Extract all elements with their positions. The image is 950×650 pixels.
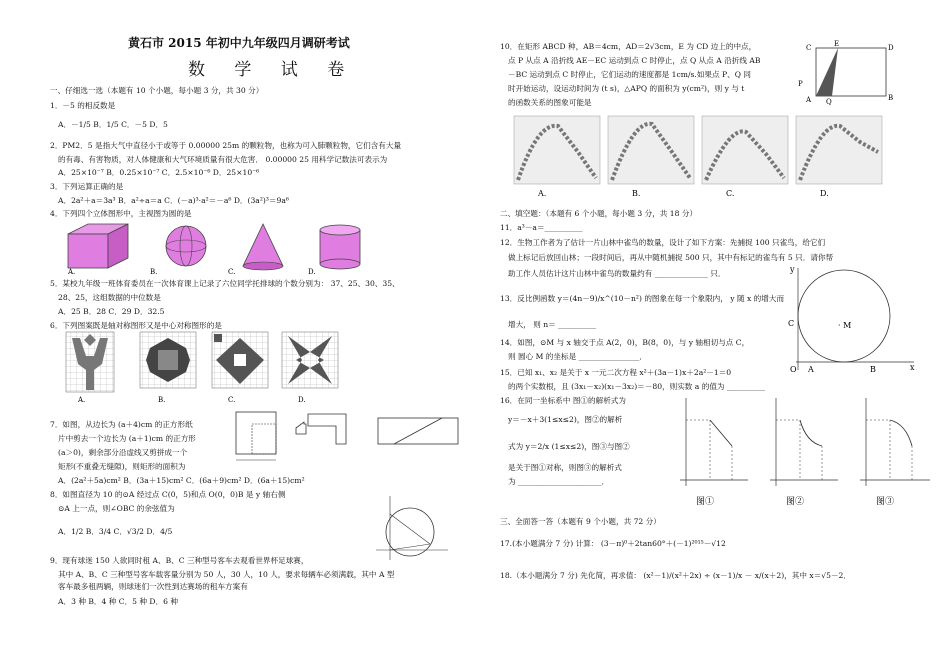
q10-stem-3: －BC 运动到点 C 时停止，它们运动的速度都是 1cm/s.如果点 P、Q 同	[508, 70, 751, 79]
q10-fig-b: B	[888, 94, 894, 102]
q2-options: A．25×10⁻⁷ B．0.25×10⁻⁷ C．2.5×10⁻⁶ D．25×10⁻⁶	[58, 168, 260, 177]
q2-stem-2: 的有毒、有害物质，对人体健康和大气环境质量有很大危害． 0.00000 25 用科学记数法可表示为	[58, 155, 388, 164]
q10-stem-4: 时开始运动，设运动时间为 (t s)，△APQ 的面积为 y(cm²)，则 y 与 t	[508, 84, 745, 93]
q16-stem-3: 式为 y＝2/x (1≤x≤2)，图③与图②	[508, 442, 630, 451]
q10-answer-graphs	[508, 112, 888, 202]
q10-stem-5: 的函数关系的图象可能是	[508, 98, 592, 107]
q11-stem: 11．a³－a＝__________	[500, 223, 583, 232]
q14-fig-m: · M	[838, 321, 852, 330]
q13-stem-1: 13．反比例函数 y＝(4n－9)/x^(10－n²) 的图象在每一个象限内， y 随 x 的增大而	[500, 294, 785, 303]
q6-label-c: C.	[228, 396, 236, 404]
pattern-a	[66, 332, 114, 392]
q8-stem-1: 8．如图直径为 10 的⊙A 经过点 C(0，5)和点 O(0，0)B 是 y 轴右侧	[50, 490, 286, 499]
q7-stem-2: 片中剪去一个边长为 (a＋1)cm 的正方形	[58, 434, 196, 443]
cone-shape	[243, 224, 283, 270]
q10-label-c: C.	[726, 189, 735, 198]
q4-stem: 4．下列四个立体图形中，主视图为圆的是	[50, 209, 192, 218]
q14-circle-figure	[788, 262, 918, 374]
q10-stem-1: 10．在矩形 ABCD 种，AB＝4cm，AD＝2√3cm，E 为 CD 边上的中点，	[500, 42, 757, 51]
q9-options: A．3 种 B．4 种 C．5 种 D．6 种	[58, 597, 178, 606]
q9-stem-1: 9．现有球迷 150 人欲同时租 A、B、C 三种型号客车去观看世界杯足球赛，	[50, 556, 309, 565]
q16-label-3: 图③	[876, 497, 895, 507]
q16-label-2: 图②	[786, 497, 805, 507]
q4-label-c: C.	[228, 268, 236, 276]
q10-fig-e: E	[834, 40, 840, 48]
q7-stem-4: 矩形(不重叠无缝隙)，则矩形的面积为	[58, 462, 186, 471]
q14-fig-a: A	[808, 365, 814, 374]
exam-title: 黄石市 2015 年初中九年级四月调研考试	[128, 36, 350, 50]
q10-label-b: B.	[632, 189, 641, 198]
section-3-heading: 三、全面答一答（本题有 9 个小题，共 72 分）	[500, 517, 661, 526]
pattern-b	[140, 332, 196, 388]
q6-label-b: B.	[158, 396, 166, 404]
q7-stem-3: (a＞0)，剩余部分沿虚线又剪拼成一个	[58, 448, 188, 457]
q9-stem-3: 客车最多租两辆，则球迷们一次性到达赛场的租车方案有	[58, 582, 248, 591]
q5-stem-2: 28、25，这组数据的中位数是	[58, 293, 161, 302]
q2-stem-1: 2．PM2．5 是指大气中直径小于或等于 0.00000 25m 的颗粒物，也称为可入肺颗粒物，它们含有大量	[50, 141, 402, 150]
q10-graph-c	[702, 116, 788, 184]
q6-label-d: D.	[298, 396, 306, 404]
q14-fig-y: y	[790, 265, 795, 274]
q9-stem-2: 其中 A、B、C 三种型号客车载客量分别为 50 人，30 人，10 人，要求每辆车必须满载，其中 A 型	[58, 570, 395, 579]
q12-stem-2: 做上标记后放回山林；一段时间后，再从中随机捕捉 500 只，其中有标记的雀鸟有 5 只．请你帮	[508, 253, 834, 262]
cube-shape	[68, 224, 128, 268]
q8-stem-2: ⊙A 上一点，则∠OBC 的余弦值为	[58, 504, 175, 513]
q10-label-d: D.	[820, 189, 829, 198]
q12-stem-1: 12．生物工作者为了估计一片山林中雀鸟的数量，设计了如下方案：先捕捉 100 只雀鸟，给它们	[500, 238, 826, 247]
q10-label-a: A.	[538, 189, 547, 198]
q14-stem-1: 14．如图，⊙M 与 x 轴交于点 A(2，0)，B(8，0)，与 y 轴相切与点 C，	[500, 338, 750, 347]
q5-stem-1: 5．某校九年级一班体育委员在一次体育课上记录了六位同学托排球的个数分别为： 37、25、30、35、	[50, 279, 400, 288]
q7-stem-1: 7．如图，从边长为 (a＋4)cm 的正方形纸	[50, 420, 193, 429]
right-column	[490, 0, 950, 650]
q12-stem-3: 助工作人员估计这片山林中雀鸟的数量约有 ______________ 只．	[508, 269, 726, 278]
q18-stem: 18.（本小题满分 7 分) 先化简，再求值： (x²－1)/(x²＋2x) ÷ (x－1)/x － x/(x＋2)，其中 x＝√5－2．	[500, 571, 851, 580]
q6-patterns-figure	[58, 330, 358, 404]
q14-fig-b: B	[870, 365, 876, 374]
q10-stem-2: 点 P 从点 A 沿折线 AE－EC 运动到点 C 时停止，点 Q 从点 A 沿折线 AB	[508, 56, 761, 65]
q6-stem: 6．下列图案既是轴对称图形又是中心对称图形的是	[50, 321, 222, 330]
q15-stem-1: 15．已知 x₁、x₂ 是关于 x 一元二次方程 x²＋(3a－1)x＋2a²－1＝0	[500, 368, 732, 377]
exam-subtitle: 数 学 试 卷	[188, 60, 357, 80]
q16-graph-2	[770, 398, 838, 486]
q8-options: A．1/2 B．3/4 C．√3/2 D．4/5	[58, 527, 173, 536]
q4-solids-figure	[58, 222, 478, 277]
q13-stem-2: 增大， 则 n＝ __________	[508, 320, 597, 329]
q3-stem: 3．下列运算正确的是	[50, 182, 124, 191]
q10-fig-c: C	[806, 44, 812, 52]
pattern-d	[282, 332, 338, 388]
q5-options: A．25 B．28 C．29 D．32.5	[58, 307, 165, 316]
q14-stem-2: 则 圆心 M 的坐标是 ________________．	[508, 352, 647, 361]
q4-label-a: A.	[68, 268, 76, 276]
q10-graph-d	[796, 116, 882, 184]
q16-graphs	[666, 392, 940, 512]
sphere-shape	[166, 226, 206, 266]
pattern-c	[212, 332, 268, 388]
q4-label-d: D.	[308, 268, 316, 276]
q8-circle-figure	[370, 494, 450, 562]
q10-fig-a: A	[806, 96, 812, 104]
q1-stem: 1．－5 的相反数是	[50, 101, 116, 110]
q15-stem-2: 的两个实数根，且 (3x₁－x₂)(x₁－3x₂)＝－80，则实数 a 的值为 __________	[508, 382, 765, 391]
q10-rectangle-figure	[794, 36, 902, 106]
q1-options: A．－1/5 B．1/5 C．－5 D．5	[58, 120, 168, 129]
q10-fig-d: D	[888, 44, 894, 52]
q16-stem-5: 为 ______________________．	[508, 477, 610, 486]
q14-fig-c: C	[788, 319, 795, 328]
q17-stem: 17.(本小题满分 7 分) 计算： (3－π)⁰＋2tan60°＋(－1)²⁰¹⁵－√12	[500, 539, 726, 548]
q16-graph-3	[860, 398, 930, 486]
section-2-heading: 二、填空题：（本题有 6 个小题，每小题 3 分，共 18 分）	[500, 209, 698, 218]
q3-options: A．2a²＋a＝3a³ B．a²÷a＝a C．(－a)³·a²＝－a⁶ D．(3a²)³＝9a⁶	[58, 196, 289, 205]
q10-fig-p: P	[798, 80, 803, 88]
q16-graph-1	[680, 398, 748, 486]
q4-label-b: B.	[150, 268, 158, 276]
cylinder-shape	[320, 225, 360, 269]
q10-graph-a	[514, 116, 600, 184]
q16-stem-4: 是关于图①对称，则图③的解析式	[508, 463, 622, 472]
q14-fig-x: x	[910, 363, 915, 372]
q16-stem-1: 16．在同一坐标系中 图①的解析式为	[500, 396, 626, 405]
q16-label-1: 图①	[696, 497, 715, 507]
q7-figure	[232, 404, 464, 464]
q10-graph-b	[608, 116, 694, 184]
q6-label-a: A.	[78, 396, 86, 404]
q7-options: A．(2a²＋5a)cm² B．(3a＋15)cm² C．(6a＋9)cm² D．(6a＋15)cm²	[58, 476, 305, 485]
q16-stem-2: y＝－x＋3(1≤x≤2)，图②的解析	[508, 415, 623, 424]
section-1-heading: 一、仔细选一选（本题有 10 个小题，每小题 3 分，共 30 分）	[50, 86, 264, 95]
q10-fig-q: Q	[826, 98, 832, 106]
q14-fig-o: O	[790, 365, 797, 374]
